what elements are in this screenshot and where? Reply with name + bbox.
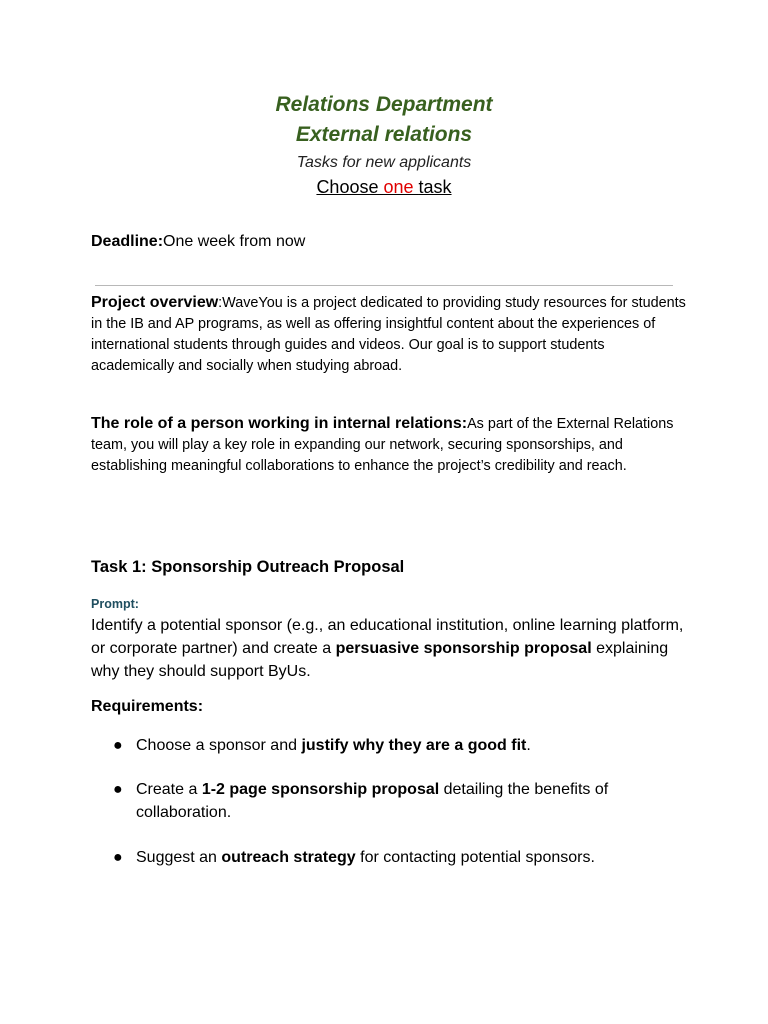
document-subtitle: Tasks for new applicants bbox=[296, 154, 472, 171]
list-item bbox=[113, 846, 673, 869]
overview-label: Project overview bbox=[91, 294, 219, 311]
overview-text: :WaveYou is a project dedicated to providing study resources for students in the IB and AP programs, as well as offering insightful content about the experiences of international students through guides and videos. Our goal is to support students academically and socially when studying abroad. bbox=[91, 295, 686, 374]
list-item-text-bold: outreach strategy bbox=[221, 849, 356, 866]
list-item-text bbox=[113, 778, 673, 824]
deadline-label: Deadline: bbox=[91, 233, 164, 250]
choose-highlight: one bbox=[383, 177, 419, 197]
list-item-text-pre: Create a bbox=[136, 781, 202, 798]
bullet-icon: ● bbox=[113, 737, 123, 754]
list-item-text bbox=[113, 734, 673, 757]
task-heading: Task 1: Sponsorship Outreach Proposal bbox=[91, 558, 405, 576]
list-item-text-bold: 1-2 page sponsorship proposal bbox=[201, 781, 440, 798]
document-title: Relations Department bbox=[275, 93, 493, 116]
requirements-label: Requirements: bbox=[91, 698, 204, 715]
list-item-text bbox=[113, 846, 673, 869]
list-item bbox=[113, 734, 673, 757]
list-item-text-bold: justify why they are a good fit bbox=[301, 737, 527, 754]
list-item-text-post: . bbox=[526, 737, 531, 754]
choose-text-post: task bbox=[418, 177, 452, 197]
project-overview bbox=[91, 292, 691, 377]
prompt-label: Prompt: bbox=[91, 597, 139, 611]
bullet-icon: ● bbox=[113, 849, 123, 866]
list-item-text-pre: Choose a sponsor and bbox=[136, 737, 302, 754]
role-text: As part of the External Relations team, you will play a key role in expanding our network, securing sponsorships, and establishing meaningful collaborations to enhance the project’s credibility and reach. bbox=[91, 416, 674, 474]
list-item-text-pre: Suggest an bbox=[136, 849, 222, 866]
bullet-icon: ● bbox=[113, 781, 123, 798]
deadline-value: One week from now bbox=[163, 233, 306, 250]
role-description bbox=[91, 413, 691, 477]
prompt-text bbox=[91, 614, 691, 683]
list-item bbox=[113, 778, 673, 824]
role-label: The role of a person working in internal relations: bbox=[91, 415, 468, 432]
choose-instruction bbox=[0, 177, 768, 198]
list-item-text-post: for contacting potential sponsors. bbox=[355, 849, 595, 866]
deadline bbox=[91, 233, 305, 251]
list-item-text-post: detailing the benefits of collaboration. bbox=[136, 781, 609, 821]
prompt-text-post: explaining why they should support ByUs. bbox=[91, 640, 669, 680]
choose-text-pre: Choose bbox=[316, 177, 384, 197]
horizontal-divider bbox=[95, 285, 673, 286]
prompt-text-pre: Identify a potential sponsor (e.g., an educational institution, online learning platform, or corporate partner) and create a bbox=[91, 617, 684, 657]
document-title-line2: External relations bbox=[295, 123, 473, 146]
prompt-text-bold: persuasive sponsorship proposal bbox=[335, 640, 592, 657]
